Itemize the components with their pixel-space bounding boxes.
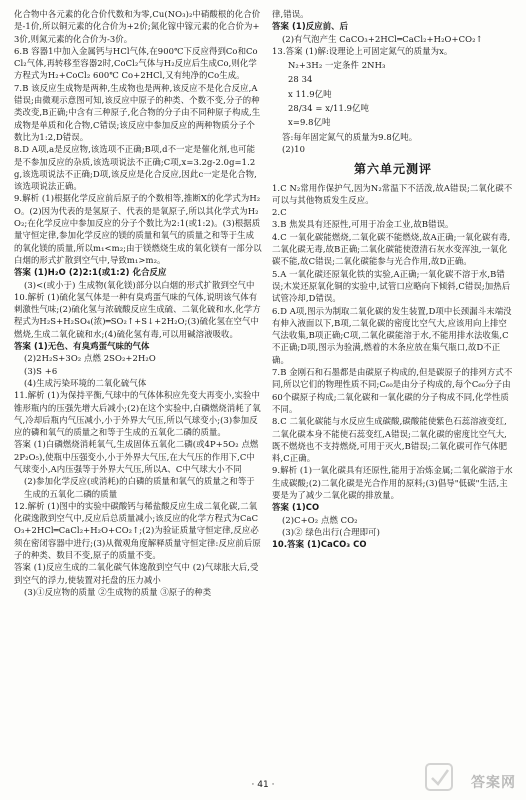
- answer-line: 10.答案 (1)CaCO₃ CO: [272, 539, 367, 550]
- paragraph: 5.A 一氧化碳还原氧化铁的实验,A正确;一氧化碳不溶于水,B错误;木炭还原氧化铜的实验中,试管口应略向下倾斜,C错误;加热后试管冷却,D错误。: [272, 268, 511, 304]
- answer-line: (3)S +6: [24, 365, 58, 376]
- right-column: [272, 8, 514, 550]
- answer-line: 答案 (1)反应生成的二氧化碳气体逸散到空气中 (2)气球胀大后,受到空气的浮力,使装置对托盘的压力减小: [14, 562, 259, 585]
- answer-line: 答案 (1)无色、有臭鸡蛋气味的气体: [14, 341, 150, 352]
- equation-line: N₂+3H₂ 一定条件 2NH₃: [288, 60, 386, 71]
- paragraph: 8.D A项,a是反应物,该选项不正确;B项,d不一定是催化剂,也可能是不参加反应的杂质,该选项说法不正确;C项,x=3.2g-2.0g=1.2g,该选项说法不正确;D项,该反应是化合反应,因此c一定是化合物,该选项说法正确。: [14, 144, 257, 192]
- left-column: [14, 8, 262, 598]
- paragraph: 6.B 容器1中加入金属钙与HCl气体,在900℃下反应得到Co和CoCl₂气体,再转移至容器2时,CoCl₂气体与H₂反应后生成Co,则化学方程式为H₂+CoCl₂ 600℃ Co+2HCl,又有纯净的Co生成。: [14, 45, 258, 81]
- paragraph: 4.C 一氧化碳能燃烧,二氧化碳不能燃烧,故A正确;一氧化碳有毒,二氧化碳无毒,故B正确;二氧化碳能使澄清石灰水变浑浊,一氧化碳不能,故C错误;二氧化碳能参与光合作用,故D正确。: [272, 231, 511, 267]
- answer-line: (2)参加化学反应(或消耗)的白磷的质量和氧气的质量之和等于生成的五氧化二磷的质量: [24, 476, 255, 499]
- watermark-text: 答案网: [471, 775, 516, 791]
- answer-line: (2)10: [282, 143, 306, 154]
- answer-line: 答案 (1)反应前、后: [272, 21, 349, 32]
- answer-line: 答案 (1)白磷燃烧消耗氧气,生成固体五氧化二磷(或4P+5O₂ 点燃 2P₂O₅),使瓶中压强变小,小于外界大气压,在大气压的作用下,C中气球变小,A内压强等于外界大气压,所以A、C中气球大小不同: [14, 439, 259, 474]
- answer-line: (3)② 绿色出行(合理即可): [282, 526, 380, 537]
- paragraph: 化合物中各元素的化合价代数和为零,Cu(NO₃)₂中硝酸根的化合价是-1价,所以铜元素的化合价为+2价;氮化镓中镓元素的化合价为+3价,则氮元素的化合价为-3价。: [14, 9, 261, 44]
- paragraph: 7.B 该反应生成物是两种,生成物也是两种,该反应不是化合反应,A错误;由微观示意图可知,该反应中原子的种类、个数不变,分子的种类改变,B正确;中含有三种原子,化合物的分子由不同种原子构成,生成物是单质和化合物,C错误;该反应中参加反应的两种物质分子个数比为1:2,D错误。: [14, 82, 261, 142]
- paragraph: 10.解析 (1)硫化氢气体是一种有臭鸡蛋气味的气体,说明该气体有刺激性气味;(2)硫化氢与浓硫酸反应生成硫、二氧化硫和水,化学方程式为H₂S+H₂SO₄(浓)═SO₂↑+S↓+2H₂O;(3)硫化氢在空气中燃烧,生成二氧化硫和水;(4)硫化氢有毒,可以用碱溶液吸收。: [14, 291, 261, 339]
- paragraph: 6.D A项,图示为制取二氧化碳的发生装置,D项中长颈漏斗末端没有伸入液面以下,B项,二氧化碳的密度比空气大,应该用向上排空气法收集,B项正确;C项,二氧化碳能溶于水,不能用排水法收集,C不正确;D项,图示为验满,燃着的木条应放在集气瓶口,故D不正确。: [272, 305, 512, 365]
- section-title: 第六单元测评: [353, 162, 432, 177]
- equation-line: x 11.9亿吨: [288, 88, 332, 99]
- paragraph: 8.C 二氧化碳能与水反应生成碳酸,碳酸能使紫色石蕊溶液变红,二氧化碳本身不能使石蕊变红,A错误;二氧化碳的密度比空气大,既不燃烧也不支持燃烧,可用于灭火,B错误;二氧化碳可作气体肥料,C正确。: [272, 416, 508, 464]
- equation-line: (2)C+O₂ 点燃 CO₂: [282, 514, 358, 525]
- answer-line: 答案 (1)H₂O (2)2:1(或1:2) 化合反应: [14, 267, 167, 278]
- paragraph: 律,错误。: [272, 9, 309, 19]
- paragraph: 9.解析 (1)根据化学反应前后原子的个数相等,推断X的化学式为H₂O。(2)因为代表的是氢原子、代表的是氧原子,所以其化学式为H₂O₂;在化学反应中参加反应的分子个数比为2:1(或1:2)。(3)根据质量守恒定律,参加化学反应的镁的质量和氧气的质量之和等于生成的氧化镁的质量,所以m₁<m₂;由于镁燃烧生成的氧化镁有一部分以白烟的形式扩散到空气中,导致m₁>m₂。: [14, 193, 262, 265]
- paragraph: 7.B 金刚石和石墨都是由碳原子构成的,但是碳原子的排列方式不同,所以它们的物理性质不同;C₆₀是由分子构成的,每个C₆₀分子由60个碳原子构成;二氧化碳和一氧化碳的分子构成不同,化学性质不同。: [272, 367, 513, 414]
- answer-line: 13.答案 (1)解:设理论上可固定氮气的质量为x。: [272, 45, 453, 56]
- answer-line: 答:每年固定氮气的质量为9.8亿吨。: [282, 131, 418, 142]
- answer-line: (4)生成污染环境的二氧化硫气体: [24, 377, 147, 388]
- paragraph: 9.解析 (1)一氧化碳具有还原性,能用于冶炼金属;二氧化碳溶于水生成碳酸;(2)二氧化碳是光合作用的原料;(3)倡导"低碳"生活,主要是为了减少二氧化碳的排放量。: [272, 465, 513, 500]
- equation-line: (2)2H₂S+3O₂ 点燃 2SO₂+2H₂O: [24, 353, 156, 364]
- answer-line: (3)①反应物的质量 ②生成物的质量 ③原子的种类: [24, 586, 212, 597]
- answer-line: (3)<(或小于) 生成物(氧化镁)部分以白烟的形式扩散到空气中: [24, 279, 255, 290]
- equation-line: 28 34: [288, 74, 313, 85]
- paragraph: 12.解析 (1)图中的实验中碳酸钙与稀盐酸反应生成二氧化碳,二氧化碳逸散到空气中,反应后总质量减小;该反应的化学方程式为CaCO₃+2HCl═CaCl₂+H₂O+CO₂↑;(2)为验证质量守恒定律,反应必须在密闭容器中进行;(3)从微观角度解释质量守恒定律:反应前后原子的种类、数目不变,原子的质量不变。: [14, 500, 261, 561]
- answer-line: 答案 (1)CO: [272, 502, 320, 513]
- page-number: · 41 ·: [251, 780, 275, 790]
- equation-line: 28/34 = x/11.9亿吨: [288, 103, 370, 114]
- equation-line: x=9.8亿吨: [288, 117, 331, 128]
- paragraph: 11.解析 (1)为保持平衡,气球中的气体体积应先变大再变小,实验中锥形瓶内的压强先增大后减小;(2)在这个实验中,白磷燃烧消耗了氧气,冷却后瓶内气压减小,小于外界大气压,所以气球变小;(3)参加反应的磷和氧气的质量之和等于生成的五氧化二磷的质量。: [14, 390, 261, 438]
- answer-line: (2)有气泡产生 CaCO₃+2HCl═CaCl₂+H₂O+CO₂↑: [282, 33, 483, 44]
- paragraph: 1.C N₂常用作保护气,因为N₂常温下不活泼,故A错误;二氧化碳不可以与其他物质发生反应。: [272, 182, 513, 205]
- paragraph: 2.C: [272, 207, 287, 218]
- paragraph: 3.B 焦炭具有还原性,可用于冶金工业,故B错误。: [272, 219, 454, 230]
